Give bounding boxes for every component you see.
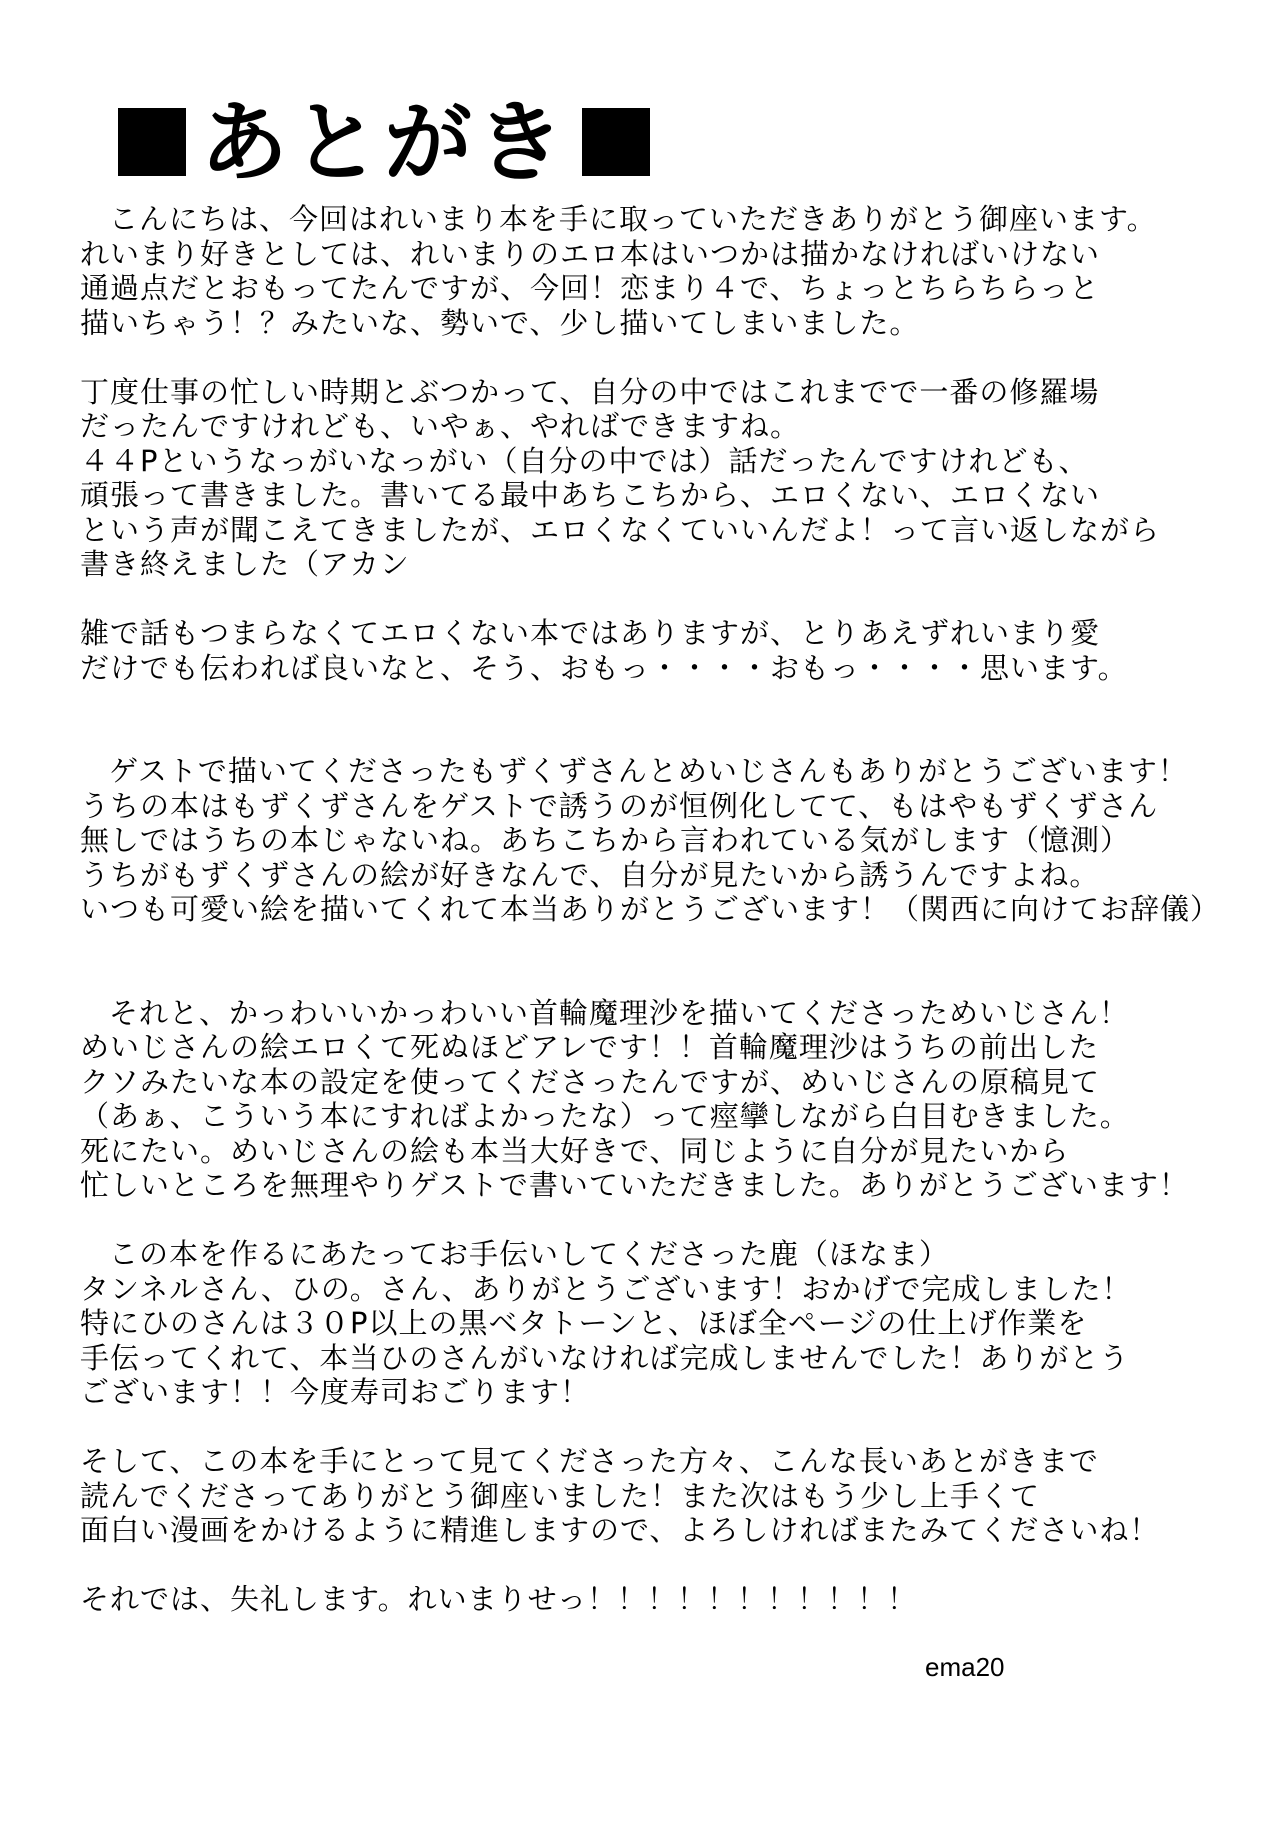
paragraph-guest-thanks: [80, 754, 1220, 927]
paragraph-spacer: [80, 340, 1220, 375]
text-line: それでは、失礼します。れいまりせっ！！！！！！！！！！！: [80, 1582, 918, 1616]
text-line: という声が聞こえてきましたが、エロくなくていいんだよ！って言い返しながら: [80, 512, 1161, 547]
text-line: うちの本はもずくずさんをゲストで誘うのが恒例化してて、もはやもずくずさん: [80, 788, 1159, 823]
paragraph-closing: [80, 1582, 1220, 1617]
paragraph-meiji: [80, 996, 1220, 1203]
author-signature: ema20: [925, 1652, 1005, 1682]
text-line: いつも可愛い絵を描いてくれて本当ありがとうございます！（関西に向けてお辞儀）: [80, 892, 1221, 926]
afterword-body: [80, 202, 1220, 1617]
text-line: 頑張って書きました。書いてる最中あちこちから、エロくない、エロくない: [80, 478, 1101, 512]
text-line: タンネルさん、ひの。さん、ありがとうございます！おかげで完成しました！: [80, 1271, 1132, 1306]
text-line: ゲストで描いてくださったもずくずさんとめいじさんもありがとうございます！: [109, 754, 1188, 788]
text-line: 書き終えました（アカン: [80, 547, 410, 581]
paragraph-spacer: [80, 1548, 1220, 1583]
text-line: 読んでくださってありがとう御座いました！また次はもう少し上手くて: [80, 1478, 1041, 1513]
page-title: [118, 92, 650, 192]
title-text: あとがき: [200, 90, 569, 194]
text-line: だけでも伝われば良いなと、そう、おもっ・・・・おもっ・・・・思います。: [80, 650, 1128, 685]
paragraph-greeting: [80, 202, 1220, 340]
text-line: めいじさんの絵エロくて死ぬほどアレです！！首輪魔理沙はうちの前出した: [80, 1030, 1099, 1064]
text-line: この本を作るにあたってお手伝いしてくださった鹿（ほなま）: [109, 1237, 950, 1271]
text-line: （あぁ、こういう本にすればよかったな）って痙攣しながら白目むきました。: [80, 1099, 1130, 1133]
text-line: 忙しいところを無理やりゲストで書いていただきました。ありがとうございます！: [80, 1168, 1189, 1202]
paragraph-spacer: [80, 927, 1220, 996]
text-line: 手伝ってくれて、本当ひのさんがいなければ完成しませんでした！ありがとう: [80, 1340, 1130, 1375]
text-line: れいまり好きとしては、れいまりのエロ本はいつかは描かなければいけない: [80, 236, 1101, 271]
paragraph-spacer: [80, 1410, 1220, 1445]
text-line: ４４Pというなっがいなっがい（自分の中では）話だったんですけれども、: [80, 443, 1089, 478]
text-line: だったんですけれども、いやぁ、やればできますね。: [80, 409, 801, 443]
black-square-icon-left: [118, 108, 186, 176]
black-square-icon-right: [582, 108, 650, 176]
paragraph-spacer: [80, 1203, 1220, 1238]
paragraph-spacer: [80, 685, 1220, 754]
text-line: こんにちは、今回はれいまり本を手に取っていただきありがとう御座います。: [109, 202, 1157, 236]
text-line: 特にひのさんは３０P以上の黒ベタトーンと、ほぼ全ページの仕上げ作業を: [80, 1306, 1088, 1340]
text-line: 無しではうちの本じゃないね。あちこちから言われている気がします（憶測）: [80, 823, 1131, 857]
paragraph-assistants: [80, 1237, 1220, 1410]
text-line: 面白い漫画をかけるように精進しますので、よろしければまたみてくださいね！: [80, 1513, 1160, 1547]
paragraph-work: [80, 375, 1220, 582]
text-line: 雑で話もつまらなくてエロくない本ではありますが、とりあえずれいまり愛: [80, 616, 1101, 650]
text-line: そして、この本を手にとって見てくださった方々、こんな長いあとがきまで: [80, 1444, 1099, 1478]
text-line: 通過点だとおもってたんですが、今回！恋まり４で、ちょっとちらちらっと: [80, 271, 1100, 305]
text-line: うちがもずくずさんの絵が好きなんで、自分が見たいから誘うんですよね。: [80, 857, 1100, 892]
text-line: ございます！！今度寿司おごります！: [80, 1375, 591, 1409]
text-line: 死にたい。めいじさんの絵も本当大好きで、同じように自分が見たいから: [80, 1133, 1070, 1168]
paragraph-spacer: [80, 582, 1220, 617]
text-line: クソみたいな本の設定を使ってくださったんですが、めいじさんの原稿見て: [80, 1064, 1101, 1099]
text-line: 丁度仕事の忙しい時期とぶつかって、自分の中ではこれまでで一番の修羅場: [80, 374, 1100, 409]
text-line: 描いちゃう！？みたいな、勢いで、少し描いてしまいました。: [80, 305, 920, 340]
paragraph-readers: [80, 1444, 1220, 1548]
text-line: それと、かっわいいかっわいい首輪魔理沙を描いてくださっためいじさん！: [109, 995, 1130, 1030]
paragraph-love: [80, 616, 1220, 685]
